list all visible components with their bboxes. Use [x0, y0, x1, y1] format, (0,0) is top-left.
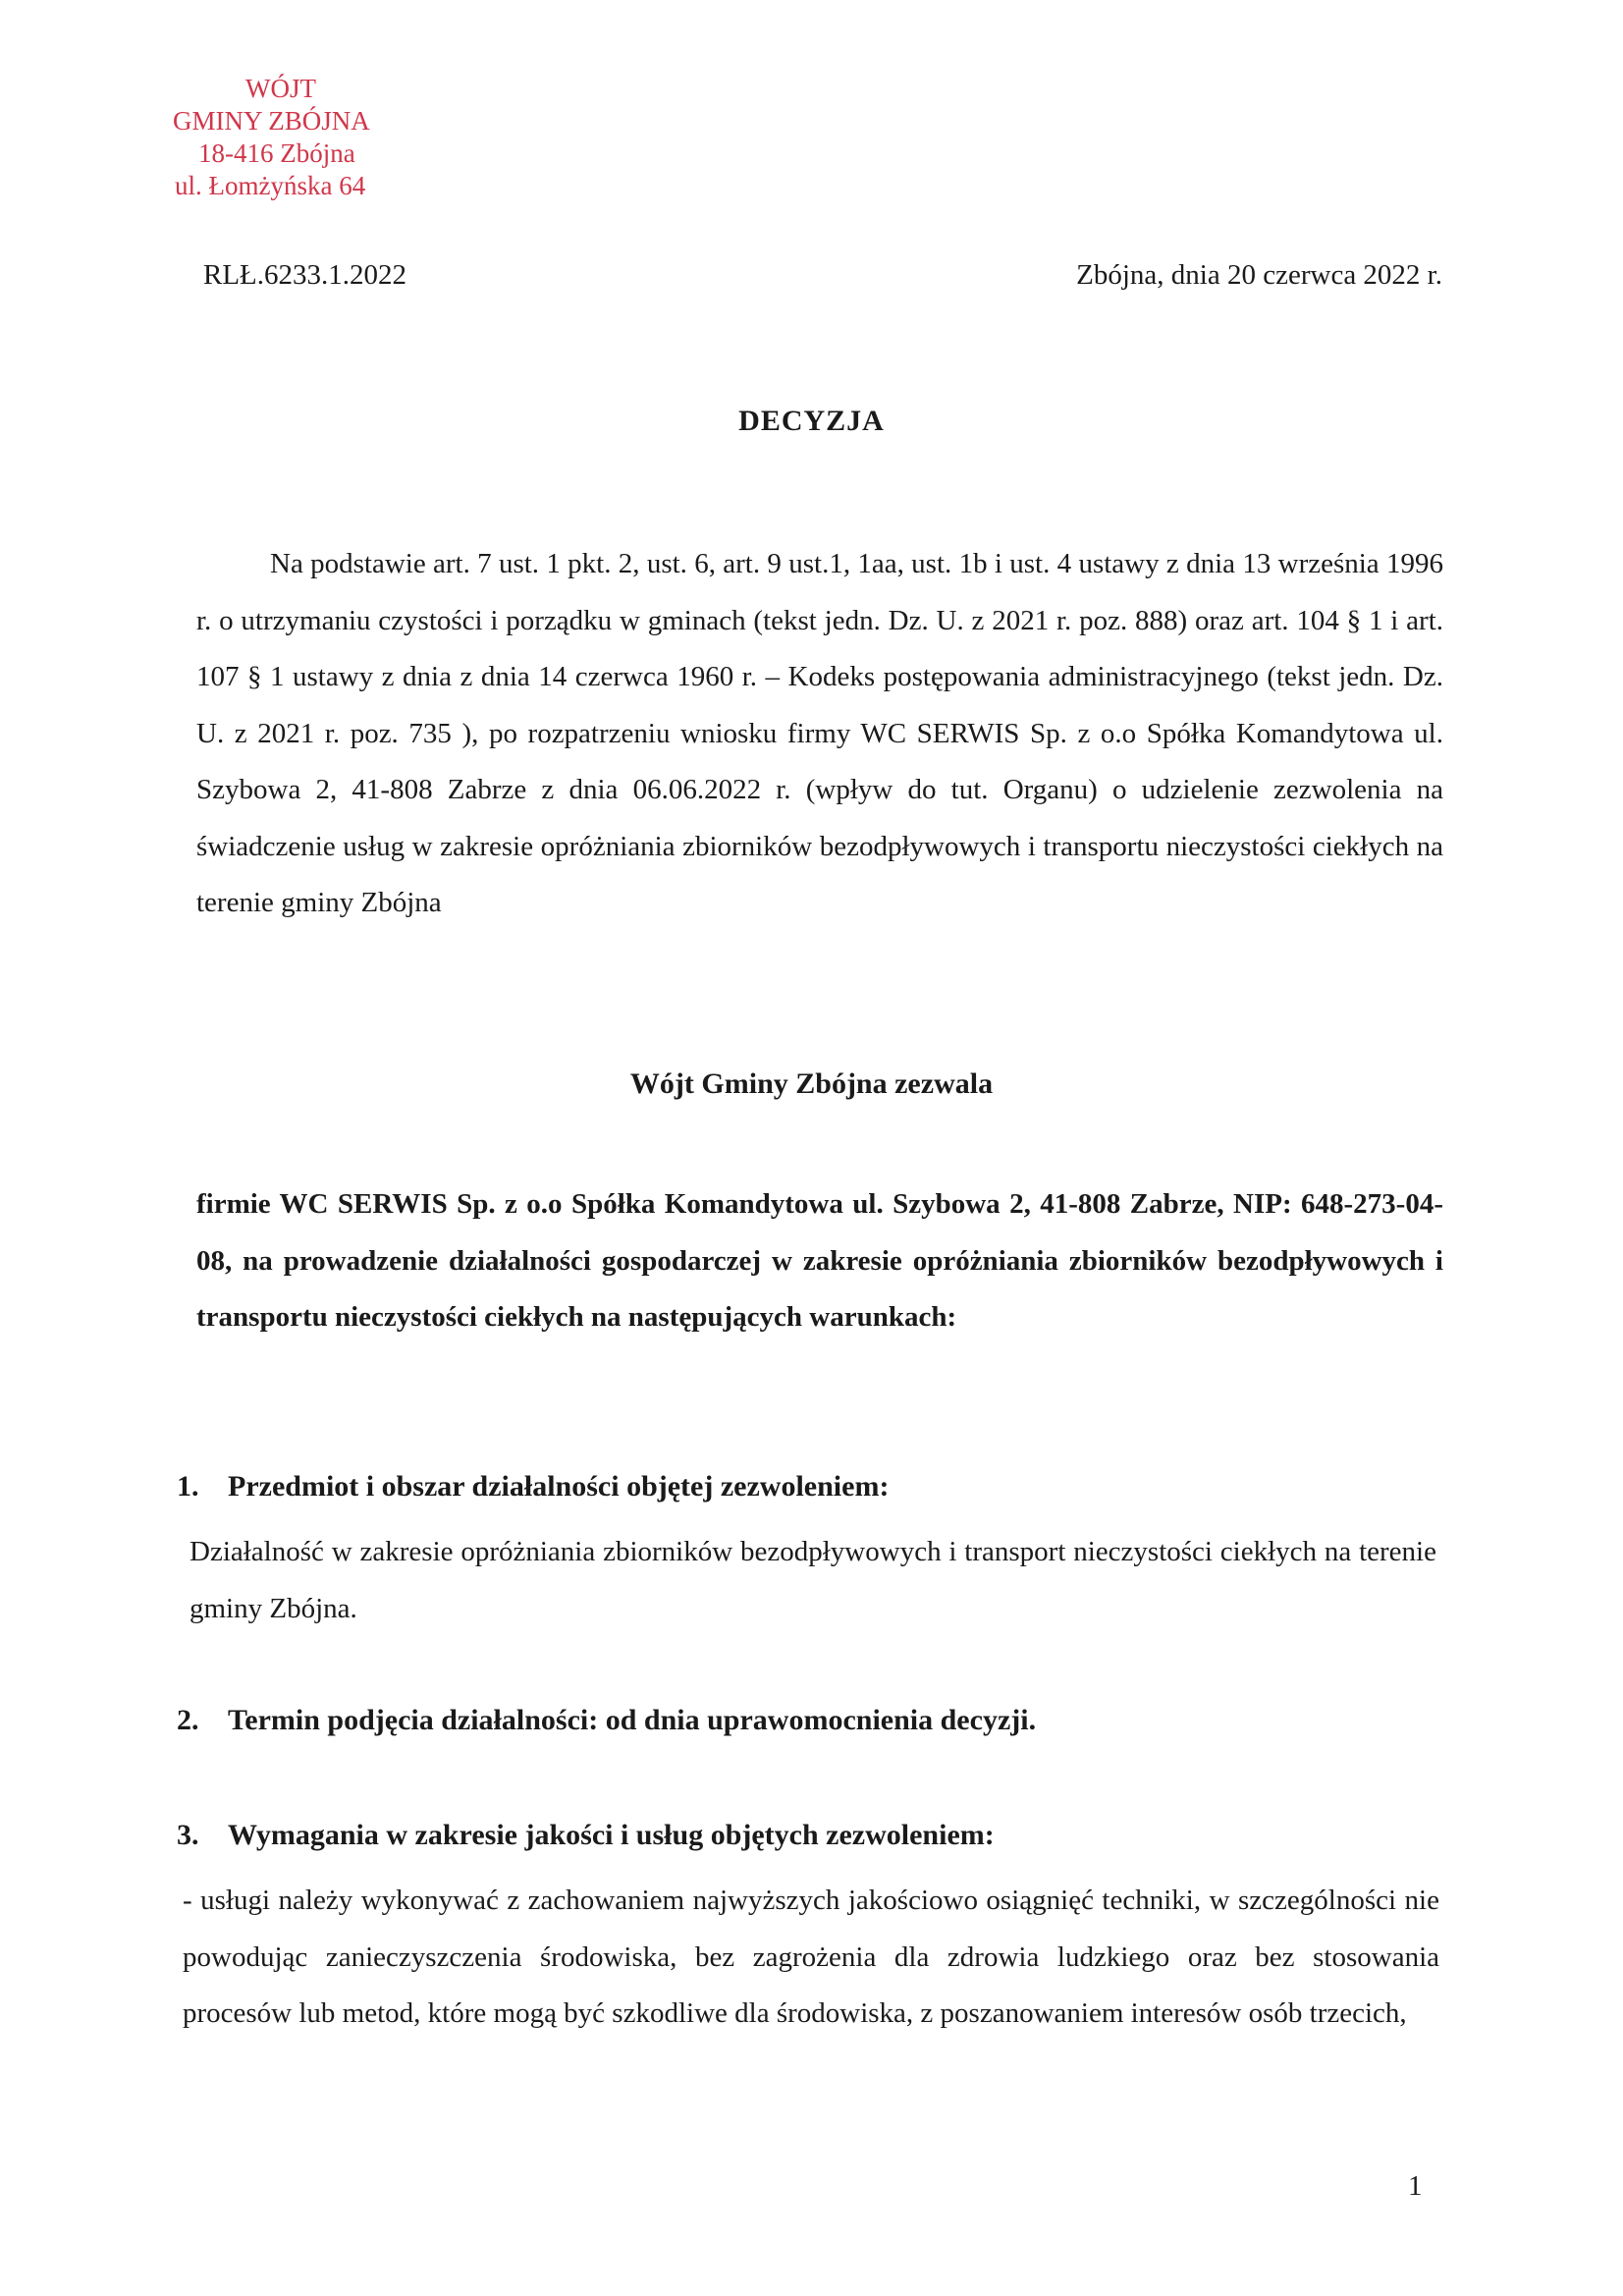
office-stamp: [169, 73, 424, 202]
place-and-date: Zbójna, dnia 20 czerwca 2022 r.: [1076, 259, 1442, 291]
condition-title: Przedmiot i obszar działalności objętej zezwoleniem:: [228, 1470, 890, 1503]
stamp-line-2: GMINY ZBÓJNA: [173, 106, 370, 136]
condition-body-3: - usługi należy wykonywać z zachowaniem najwyższych jakościowo osiągnięć techniki, w szczególności nie powodując zanieczyszczenia środowiska, bez zagrożenia dla zdrowia ludzkiego oraz bez stosowania procesów lub metod, które mogą być szkodliwe dla środowiska, z poszanowaniem interesów osób trzecich,: [183, 1885, 1439, 2029]
page-number: 1: [1408, 2170, 1423, 2202]
condition-heading-2: [177, 1704, 1036, 1737]
legal-basis-text: Na podstawie art. 7 ust. 1 pkt. 2, ust. 6, art. 9 ust.1, 1aa, ust. 1b i ust. 4 ustawy z dnia 13 września 1996 r. o utrzymaniu czystości i porządku w gminach (tekst jedn. Dz. U. z 2021 r. poz. 888) oraz art. 104 § 1 i art. 107 § 1 ustawy z dnia z dnia 14 czerwca 1960 r. – Kodeks postępowania administracyjnego (tekst jedn. Dz. U. z 2021 r. poz. 735 ), po rozpatrzeniu wniosku firmy WC SERWIS Sp. z o.o Spółka Komandytowa ul. Szybowa 2, 41-808 Zabrze z dnia 06.06.2022 r. (wpływ do tut. Organu) o udzielenie zezwolenia na świadczenie usług w zakresie opróżniania zbiorników bezodpływowych i transportu nieczystości ciekłych na terenie gminy Zbójna: [196, 548, 1443, 918]
condition-heading-1: [177, 1470, 889, 1503]
reference-number: RLŁ.6233.1.2022: [203, 259, 407, 291]
decision-heading: Wójt Gminy Zbójna zezwala: [629, 1067, 994, 1100]
condition-title: Wymagania w zakresie jakości i usług objętych zezwoleniem:: [228, 1819, 995, 1851]
permit-paragraph: firmie WC SERWIS Sp. z o.o Spółka Komandytowa ul. Szybowa 2, 41-808 Zabrze, NIP: 648-273-04-08, na prowadzenie działalności gospodarczej w zakresie opróżniania zbiorników bezodpływowych i transportu nieczystości ciekłych na następujących warunkach:: [196, 1188, 1443, 1333]
condition-title: Termin podjęcia działalności: od dnia uprawomocnienia decyzji.: [228, 1704, 1037, 1736]
legal-basis-paragraph: [196, 536, 1443, 932]
condition-body-1: Działalność w zakresie opróżniania zbiorników bezodpływowych i transport nieczystości ciekłych na terenie gminy Zbójna.: [189, 1536, 1436, 1624]
condition-number: 1.: [177, 1470, 199, 1503]
stamp-line-4: ul. Łomżyńska 64: [175, 171, 366, 200]
condition-heading-3: [177, 1819, 995, 1852]
document-title: DECYZJA: [738, 405, 885, 437]
condition-number: 3.: [177, 1819, 199, 1851]
condition-number: 2.: [177, 1704, 199, 1736]
stamp-line-3: 18-416 Zbójna: [198, 138, 355, 168]
stamp-line-1: WÓJT: [245, 74, 316, 103]
